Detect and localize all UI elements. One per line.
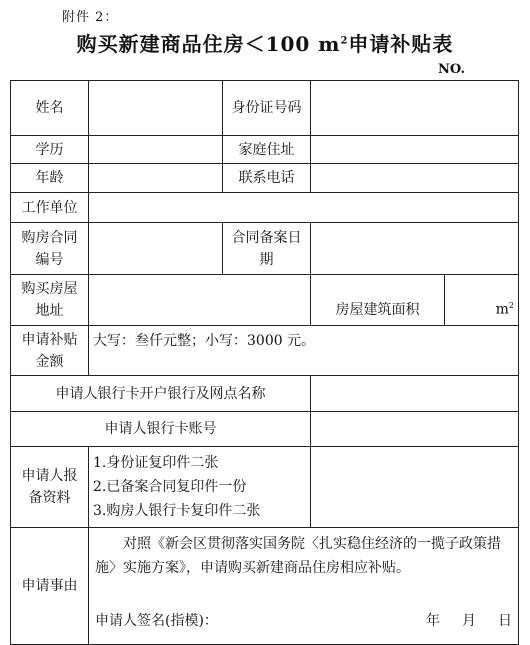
reason-text: 对照《新会区贯彻落实国务院〈扎实稳住经济的一揽子政策措施〉实施方案》，申请购买新建商品住房相应补贴。 [95,536,501,576]
education-field [89,136,223,164]
form-title-prefix: 购买新建商品住房＜100 m [76,32,341,56]
materials-blank [311,447,519,528]
subsidy-amount-label: 申请补贴金额 [11,326,89,376]
name-label: 姓名 [11,81,89,136]
contract-date-label: 合同备案日期 [223,223,311,275]
contract-number-label: 购房合同编号 [11,223,89,275]
id-number-label: 身份证号码 [223,81,311,136]
name-field [89,81,223,136]
employer-label: 工作单位 [11,193,89,223]
area-unit: m [495,302,509,318]
floor-area-label: 房屋建筑面积 [311,275,445,326]
subsidy-amount-value: 大写：叁仟元整；小写：3000 元。 [89,326,519,376]
age-label: 年龄 [11,164,89,193]
attachment-label: 附件 2： [62,10,119,25]
phone-field [311,164,519,193]
employer-field [89,193,519,223]
signature-date [404,610,512,632]
house-address-label: 购买房屋地址 [11,275,89,326]
phone-label: 联系电话 [223,164,311,193]
form-title [0,28,530,57]
contract-date-field [311,223,519,275]
reason-content [89,528,519,645]
area-unit-sup: 2 [508,301,514,311]
contract-number-field [89,223,223,275]
date-day: 日 [498,613,512,629]
house-address-field [89,275,311,326]
floor-area-field [445,275,519,326]
form-number-label: NO. [438,62,465,77]
bank-name-field [311,376,519,412]
form-title-suffix: 申请补贴表 [348,32,454,56]
bank-account-label: 申请人银行卡账号 [11,412,311,447]
home-address-label: 家庭住址 [223,136,311,164]
signature-row [95,610,512,632]
date-month: 月 [462,613,476,629]
education-label: 学历 [11,136,89,164]
id-number-field [311,81,519,136]
materials-item: 2.已备案合同复印件一份 [93,479,247,495]
form-title-unit-sup: 2 [340,35,349,47]
materials-item: 1.身份证复印件二张 [93,455,219,471]
subsidy-application-table [10,80,519,645]
signature-label: 申请人签名(指模)： [95,613,218,629]
home-address-field [311,136,519,164]
materials-item: 3.购房人银行卡复印件二张 [93,503,261,519]
bank-name-label: 申请人银行卡开户银行及网点名称 [11,376,311,412]
bank-account-field [311,412,519,447]
materials-label: 申请人报备资料 [11,447,89,528]
materials-list [89,447,311,528]
age-field [89,164,223,193]
date-year: 年 [426,613,440,629]
reason-label: 申请事由 [11,528,89,645]
